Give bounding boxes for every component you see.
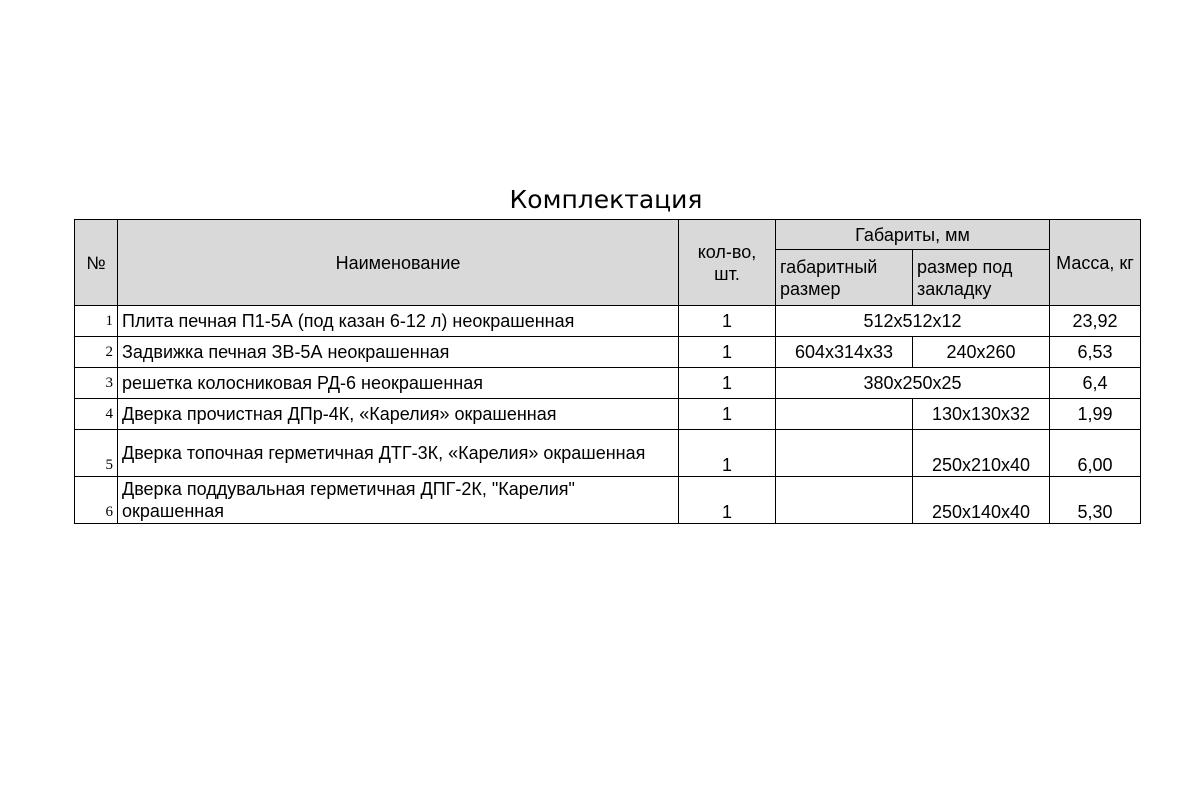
row-mass: 6,53 bbox=[1050, 337, 1141, 368]
row-num: 5 bbox=[75, 430, 118, 477]
row-dims-opening: 250х140х40 bbox=[913, 477, 1050, 524]
header-num: № bbox=[75, 220, 118, 306]
row-name: Дверка прочистная ДПр-4К, «Карелия» окрашенная bbox=[118, 399, 679, 430]
header-mass: Масса, кг bbox=[1050, 220, 1141, 306]
row-mass: 5,30 bbox=[1050, 477, 1141, 524]
header-dims-overall: габаритный размер bbox=[776, 250, 913, 306]
table-row bbox=[75, 477, 1141, 524]
header-dims-group: Габариты, мм bbox=[776, 220, 1050, 250]
row-num: 2 bbox=[75, 337, 118, 368]
table-row bbox=[75, 430, 1141, 477]
row-mass: 1,99 bbox=[1050, 399, 1141, 430]
row-num: 6 bbox=[75, 477, 118, 524]
row-name: Задвижка печная ЗВ-5А неокрашенная bbox=[118, 337, 679, 368]
row-dims-overall bbox=[776, 430, 913, 477]
row-qty: 1 bbox=[679, 306, 776, 337]
row-dims-merged: 512х512х12 bbox=[776, 306, 1050, 337]
equipment-table bbox=[74, 219, 1141, 524]
table-row bbox=[75, 337, 1141, 368]
row-name: Плита печная П1-5А (под казан 6-12 л) неокрашенная bbox=[118, 306, 679, 337]
header-qty: кол-во, шт. bbox=[679, 220, 776, 306]
table-header bbox=[75, 220, 1141, 306]
row-dims-opening: 240х260 bbox=[913, 337, 1050, 368]
row-name: решетка колосниковая РД-6 неокрашенная bbox=[118, 368, 679, 399]
header-dims-opening: размер под закладку bbox=[913, 250, 1050, 306]
table-row bbox=[75, 368, 1141, 399]
row-dims-merged: 380х250х25 bbox=[776, 368, 1050, 399]
table-row bbox=[75, 306, 1141, 337]
row-num: 1 bbox=[75, 306, 118, 337]
row-dims-overall: 604х314х33 bbox=[776, 337, 913, 368]
document-title: Комплектация bbox=[509, 185, 703, 214]
header-name: Наименование bbox=[118, 220, 679, 306]
table-row bbox=[75, 399, 1141, 430]
row-num: 3 bbox=[75, 368, 118, 399]
row-qty: 1 bbox=[679, 368, 776, 399]
row-qty: 1 bbox=[679, 399, 776, 430]
table-body bbox=[75, 306, 1141, 524]
row-dims-overall bbox=[776, 477, 913, 524]
row-num: 4 bbox=[75, 399, 118, 430]
row-dims-opening: 250х210х40 bbox=[913, 430, 1050, 477]
row-mass: 6,4 bbox=[1050, 368, 1141, 399]
row-mass: 23,92 bbox=[1050, 306, 1141, 337]
row-qty: 1 bbox=[679, 477, 776, 524]
row-qty: 1 bbox=[679, 430, 776, 477]
row-mass: 6,00 bbox=[1050, 430, 1141, 477]
row-name: Дверка топочная герметичная ДТГ-3К, «Карелия» окрашенная bbox=[118, 430, 679, 477]
row-dims-opening: 130х130х32 bbox=[913, 399, 1050, 430]
row-name: Дверка поддувальная герметичная ДПГ-2К, "Карелия" окрашенная bbox=[118, 477, 679, 524]
row-qty: 1 bbox=[679, 337, 776, 368]
row-dims-overall bbox=[776, 399, 913, 430]
